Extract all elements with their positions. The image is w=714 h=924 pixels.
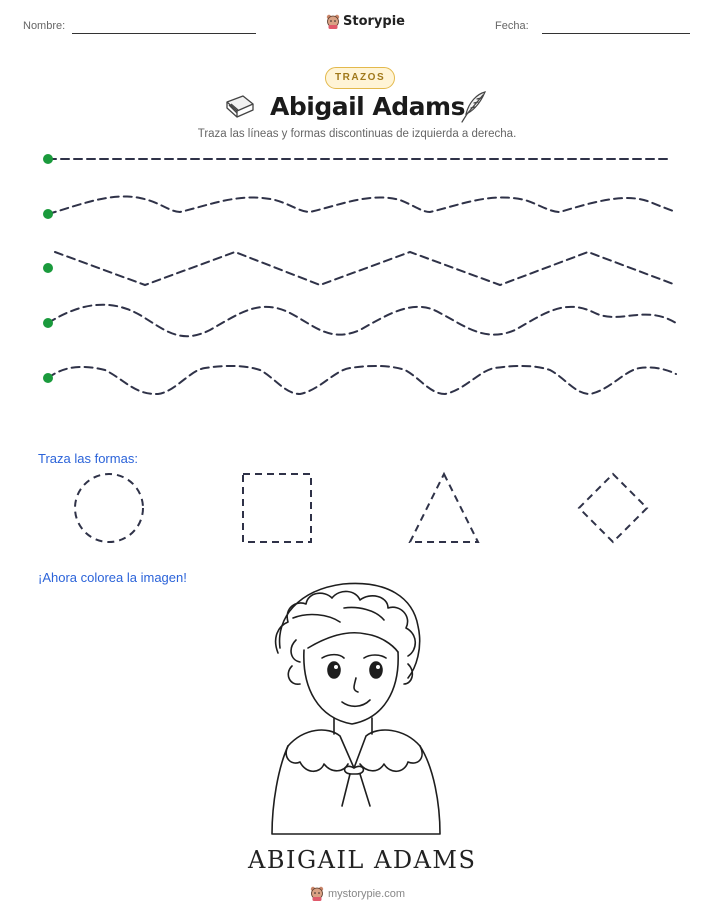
start-dot bbox=[43, 263, 53, 273]
brand-name: Storypie bbox=[343, 14, 405, 29]
name-field[interactable] bbox=[72, 33, 256, 34]
shape-triangle bbox=[410, 474, 478, 542]
shape-circle bbox=[75, 474, 143, 542]
shape-square bbox=[243, 474, 311, 542]
instructions: Traza las líneas y formas discontinuas de izquierda a derecha. bbox=[197, 128, 517, 140]
illustration-caption: ABIGAIL ADAMS bbox=[248, 846, 477, 874]
bear-icon bbox=[326, 14, 340, 29]
start-dot bbox=[43, 373, 53, 383]
tracing-shapes bbox=[0, 468, 714, 548]
tracing-line-wave bbox=[48, 196, 676, 214]
tracing-line-wave-2 bbox=[48, 305, 676, 337]
tracing-line-wave-bumps bbox=[48, 366, 676, 394]
date-field[interactable] bbox=[542, 33, 690, 34]
shape-diamond bbox=[579, 474, 647, 542]
bear-icon bbox=[310, 886, 324, 901]
book-icon bbox=[224, 93, 256, 121]
category-badge: TRAZOS bbox=[325, 67, 395, 89]
page-title: Abigail Adams bbox=[270, 92, 465, 121]
date-label: Fecha: bbox=[495, 20, 529, 32]
tracing-lines bbox=[0, 140, 714, 400]
brand-logo bbox=[326, 14, 405, 29]
start-dot bbox=[43, 154, 53, 164]
tracing-line-zigzag bbox=[55, 252, 676, 285]
footer-site: mystorypie.com bbox=[328, 887, 406, 900]
quill-icon bbox=[459, 90, 489, 124]
footer bbox=[310, 886, 405, 901]
name-label: Nombre: bbox=[23, 20, 66, 32]
color-label: ¡Ahora colorea la imagen! bbox=[38, 570, 187, 585]
start-dot bbox=[43, 209, 53, 219]
start-dot bbox=[43, 318, 53, 328]
abigail-adams-illustration bbox=[248, 578, 468, 838]
shapes-label: Traza las formas: bbox=[38, 451, 138, 466]
